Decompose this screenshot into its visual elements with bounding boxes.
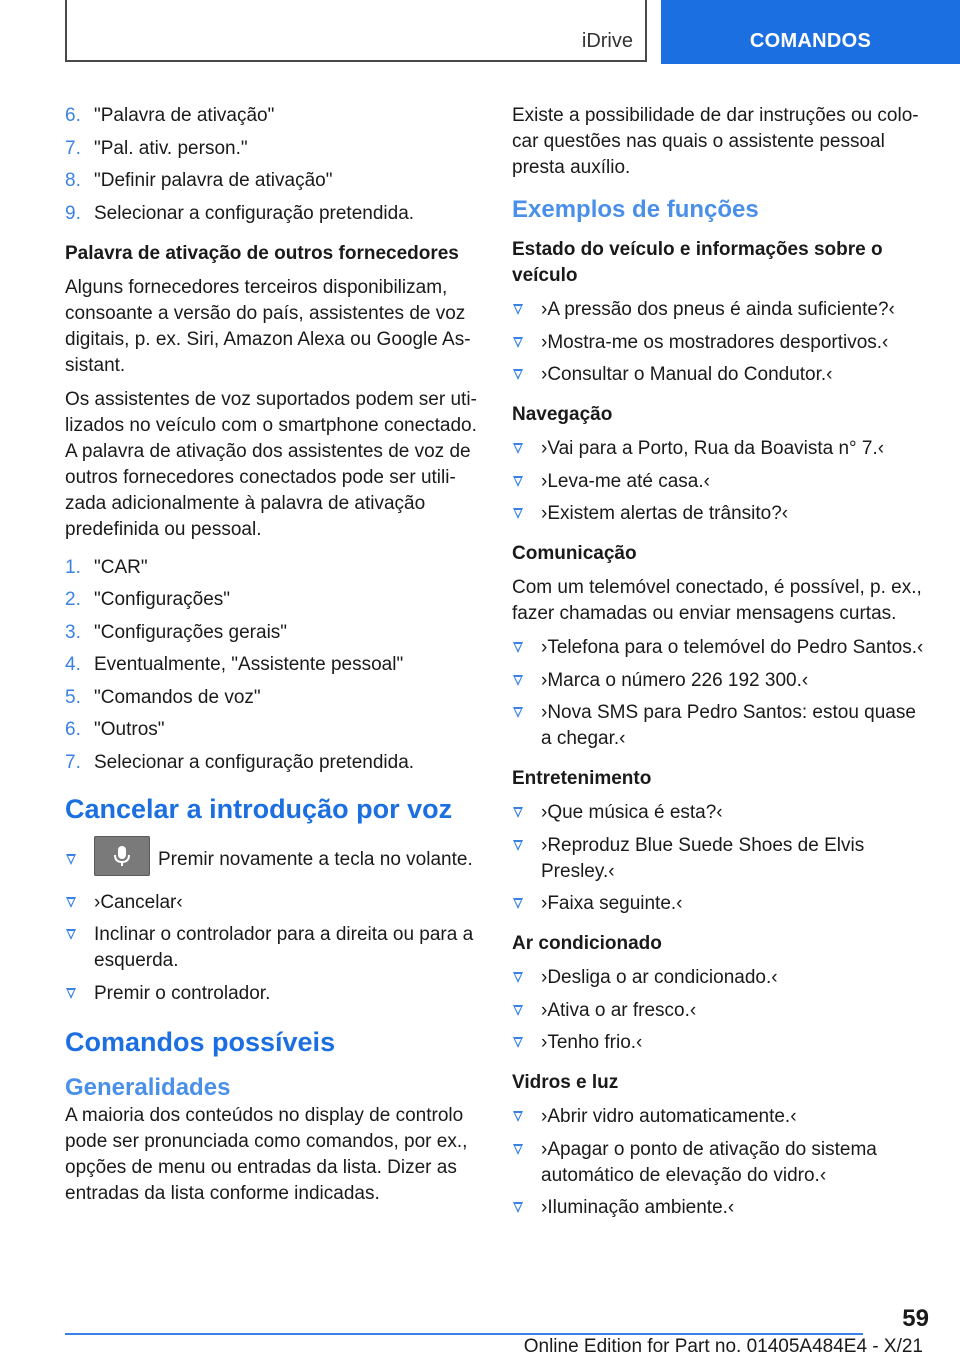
section-title: Entretenimento — [512, 768, 652, 789]
list-text: ›Desliga o ar condicionado.‹ — [541, 967, 778, 988]
bullet-triangle-icon — [513, 972, 523, 983]
bullet-triangle-icon — [66, 988, 76, 999]
steps-list-a — [65, 103, 478, 227]
list-text: ›Vai para a Porto, Rua da Boavista n° 7.‹ — [541, 438, 885, 459]
bullet-triangle-icon — [513, 807, 523, 818]
list-item — [512, 1195, 930, 1221]
step-text: "Configurações" — [94, 589, 231, 610]
step-number: 2. — [65, 589, 81, 610]
list-item — [65, 555, 478, 581]
step-text: Eventualmente, "Assistente pessoal" — [94, 654, 404, 675]
bullet-triangle-icon — [513, 476, 523, 487]
bullet-triangle-icon — [513, 443, 523, 454]
heading-possible-commands: Comandos possíveis — [65, 1026, 336, 1057]
list-item — [65, 620, 478, 646]
section-title: Estado do veículo e informações sobre o veículo — [512, 239, 883, 286]
list-item — [512, 891, 930, 917]
paragraph: Os assistentes de voz suportados podem ser utilizados no veículo com o smartphone conectado. A palavra de ativação dos assistentes de voz de outros fornecedores conectados pode ser utilizada adicionalmente à palavra de ativação predefinida ou pessoal. — [65, 388, 477, 540]
bullet-triangle-icon — [513, 642, 523, 653]
list-text: ›Que música é esta?‹ — [541, 802, 723, 823]
example-list — [512, 1104, 930, 1221]
list-item — [512, 965, 930, 991]
list-text: Inclinar o controlador para a direita ou para a esquerda. — [94, 924, 474, 971]
section-title: Comunicação — [512, 543, 637, 564]
step-number: 7. — [65, 751, 81, 773]
bullet-triangle-icon — [513, 1202, 523, 1213]
header-chapter-label: COMANDOS — [749, 30, 872, 52]
list-item — [65, 840, 478, 880]
step-text: "Configurações gerais" — [94, 621, 288, 643]
list-text: ›Leva-me até casa.‹ — [541, 470, 710, 492]
bullet-triangle-icon — [513, 508, 523, 519]
list-item — [512, 998, 930, 1024]
left-column — [65, 103, 478, 1215]
list-item — [65, 103, 478, 129]
section-title: Ar condicionado — [512, 933, 662, 954]
list-item — [512, 469, 930, 495]
paragraph: Alguns fornecedores terceiros disponibilizam, consoante a versão do país, assistentes de voz digitais, p. ex. Siri, Amazon Alexa ou Google Assistant. — [65, 276, 471, 376]
list-text: ›Iluminação ambiente.‹ — [541, 1197, 735, 1218]
bullet-triangle-icon — [66, 929, 76, 940]
bullet-triangle-icon — [513, 1111, 523, 1122]
cancel-list — [65, 840, 478, 1007]
step-text: "Definir palavra de ativação" — [94, 170, 333, 191]
steps-list-b — [65, 555, 478, 776]
step-number: 4. — [65, 654, 81, 675]
step-text: "Pal. ativ. person." — [94, 137, 248, 159]
list-item — [65, 981, 478, 1007]
paragraph: Com um telemóvel conectado, é possível, p. ex., fazer chamadas ou enviar mensagens curtas. — [512, 577, 922, 624]
bullet-triangle-icon — [513, 1037, 523, 1048]
list-item — [65, 922, 478, 974]
subheading-other-providers: Palavra de ativação de outros fornecedores — [65, 242, 459, 264]
list-text: ›Ativa o ar fresco.‹ — [541, 999, 697, 1021]
paragraph: Existe a possibilidade de dar instruções ou colocar questões nas quais o assistente pessoal presta auxílio. — [512, 105, 919, 178]
list-text: ›Mostra-me os mostradores desportivos.‹ — [541, 331, 889, 353]
list-item — [512, 1137, 930, 1189]
list-item — [65, 890, 478, 916]
list-item — [512, 330, 930, 356]
list-text: ›Telefona para o telemóvel do Pedro Santos.‹ — [541, 637, 924, 658]
step-number: 6. — [65, 105, 81, 126]
list-text: ›Tenho frio.‹ — [541, 1032, 643, 1053]
list-item — [512, 297, 930, 323]
footer-divider — [65, 1333, 863, 1335]
bullet-triangle-icon — [513, 707, 523, 718]
bullet-triangle-icon — [513, 337, 523, 348]
step-text: "CAR" — [94, 556, 148, 578]
list-item — [512, 635, 930, 661]
list-text: ›A pressão dos pneus é ainda suficiente?‹ — [541, 299, 895, 320]
list-text: ›Existem alertas de trânsito?‹ — [541, 503, 789, 524]
list-item — [512, 362, 930, 388]
header-chapter-tab — [661, 0, 960, 64]
list-text: ›Reproduz Blue Suede Shoes de Elvis Presley.‹ — [541, 834, 865, 882]
step-number: 6. — [65, 719, 81, 740]
list-text: ›Nova SMS para Pedro Santos: estou quase a chegar.‹ — [541, 702, 916, 749]
step-number: 9. — [65, 202, 81, 224]
example-list — [512, 965, 930, 1056]
list-item — [65, 168, 478, 194]
list-text: ›Consultar o Manual do Condutor.‹ — [541, 364, 833, 385]
step-text: Selecionar a configuração pretendida. — [94, 751, 415, 773]
heading-general: Generalidades — [65, 1073, 231, 1101]
step-text: "Comandos de voz" — [94, 686, 261, 708]
section-title: Vidros e luz — [512, 1072, 619, 1093]
example-list — [512, 635, 930, 752]
bullet-triangle-icon — [513, 840, 523, 851]
list-text: ›Cancelar‹ — [94, 891, 183, 913]
header-section-tab — [65, 0, 647, 62]
list-item — [512, 800, 930, 826]
right-column — [512, 103, 930, 1231]
list-item — [65, 750, 478, 776]
heading-function-examples: Exemplos de funções — [512, 196, 759, 223]
paragraph: A maioria dos conteúdos no display de controlo pode ser pronunciada como comandos, por ex., opções de menu ou entradas da lista. Dizer as entradas da lista conforme indicadas. — [65, 1104, 468, 1204]
bullet-triangle-icon — [513, 1005, 523, 1016]
step-number: 3. — [65, 621, 81, 643]
example-list — [512, 297, 930, 388]
list-item — [65, 136, 478, 162]
page-number: 59 — [902, 1305, 929, 1332]
list-text: ›Abrir vidro automaticamente.‹ — [541, 1106, 797, 1127]
voice-button-icon — [94, 836, 150, 876]
heading-cancel-voice-input: Cancelar a introdução por voz — [65, 793, 453, 824]
list-item — [512, 833, 930, 885]
bullet-triangle-icon — [513, 369, 523, 380]
list-text: Premir o controlador. — [94, 982, 271, 1004]
list-text: Premir novamente a tecla no volante. — [158, 848, 473, 870]
example-list — [512, 800, 930, 917]
list-item — [65, 201, 478, 227]
list-item — [65, 587, 478, 613]
list-item — [65, 717, 478, 743]
section-title: Navegação — [512, 404, 613, 425]
step-number: 8. — [65, 170, 81, 191]
list-item — [65, 652, 478, 678]
list-item — [512, 700, 930, 752]
list-text: ›Marca o número 226 192 300.‹ — [541, 669, 809, 691]
bullet-triangle-icon — [513, 675, 523, 686]
step-text: "Outros" — [94, 719, 165, 740]
step-number: 7. — [65, 137, 81, 159]
list-item — [65, 685, 478, 711]
header-section-label: iDrive — [581, 30, 633, 52]
list-text: ›Faixa seguinte.‹ — [541, 893, 683, 914]
bullet-triangle-icon — [513, 1144, 523, 1155]
list-text: ›Apagar o ponto de ativação do sistema automático de elevação do vidro.‹ — [541, 1138, 877, 1186]
list-item — [512, 1030, 930, 1056]
bullet-triangle-icon — [513, 898, 523, 909]
list-item — [512, 436, 930, 462]
list-item — [512, 501, 930, 527]
step-number: 5. — [65, 686, 81, 708]
step-text: Selecionar a configuração pretendida. — [94, 202, 415, 224]
step-text: "Palavra de ativação" — [94, 105, 275, 126]
example-list — [512, 436, 930, 527]
list-item — [512, 1104, 930, 1130]
footer-edition-text: Online Edition for Part no. 01405A484E4 - X/21 — [523, 1336, 923, 1357]
list-item — [512, 668, 930, 694]
step-number: 1. — [65, 556, 81, 578]
bullet-triangle-icon — [66, 897, 76, 908]
bullet-triangle-icon — [66, 854, 76, 865]
bullet-triangle-icon — [513, 304, 523, 315]
